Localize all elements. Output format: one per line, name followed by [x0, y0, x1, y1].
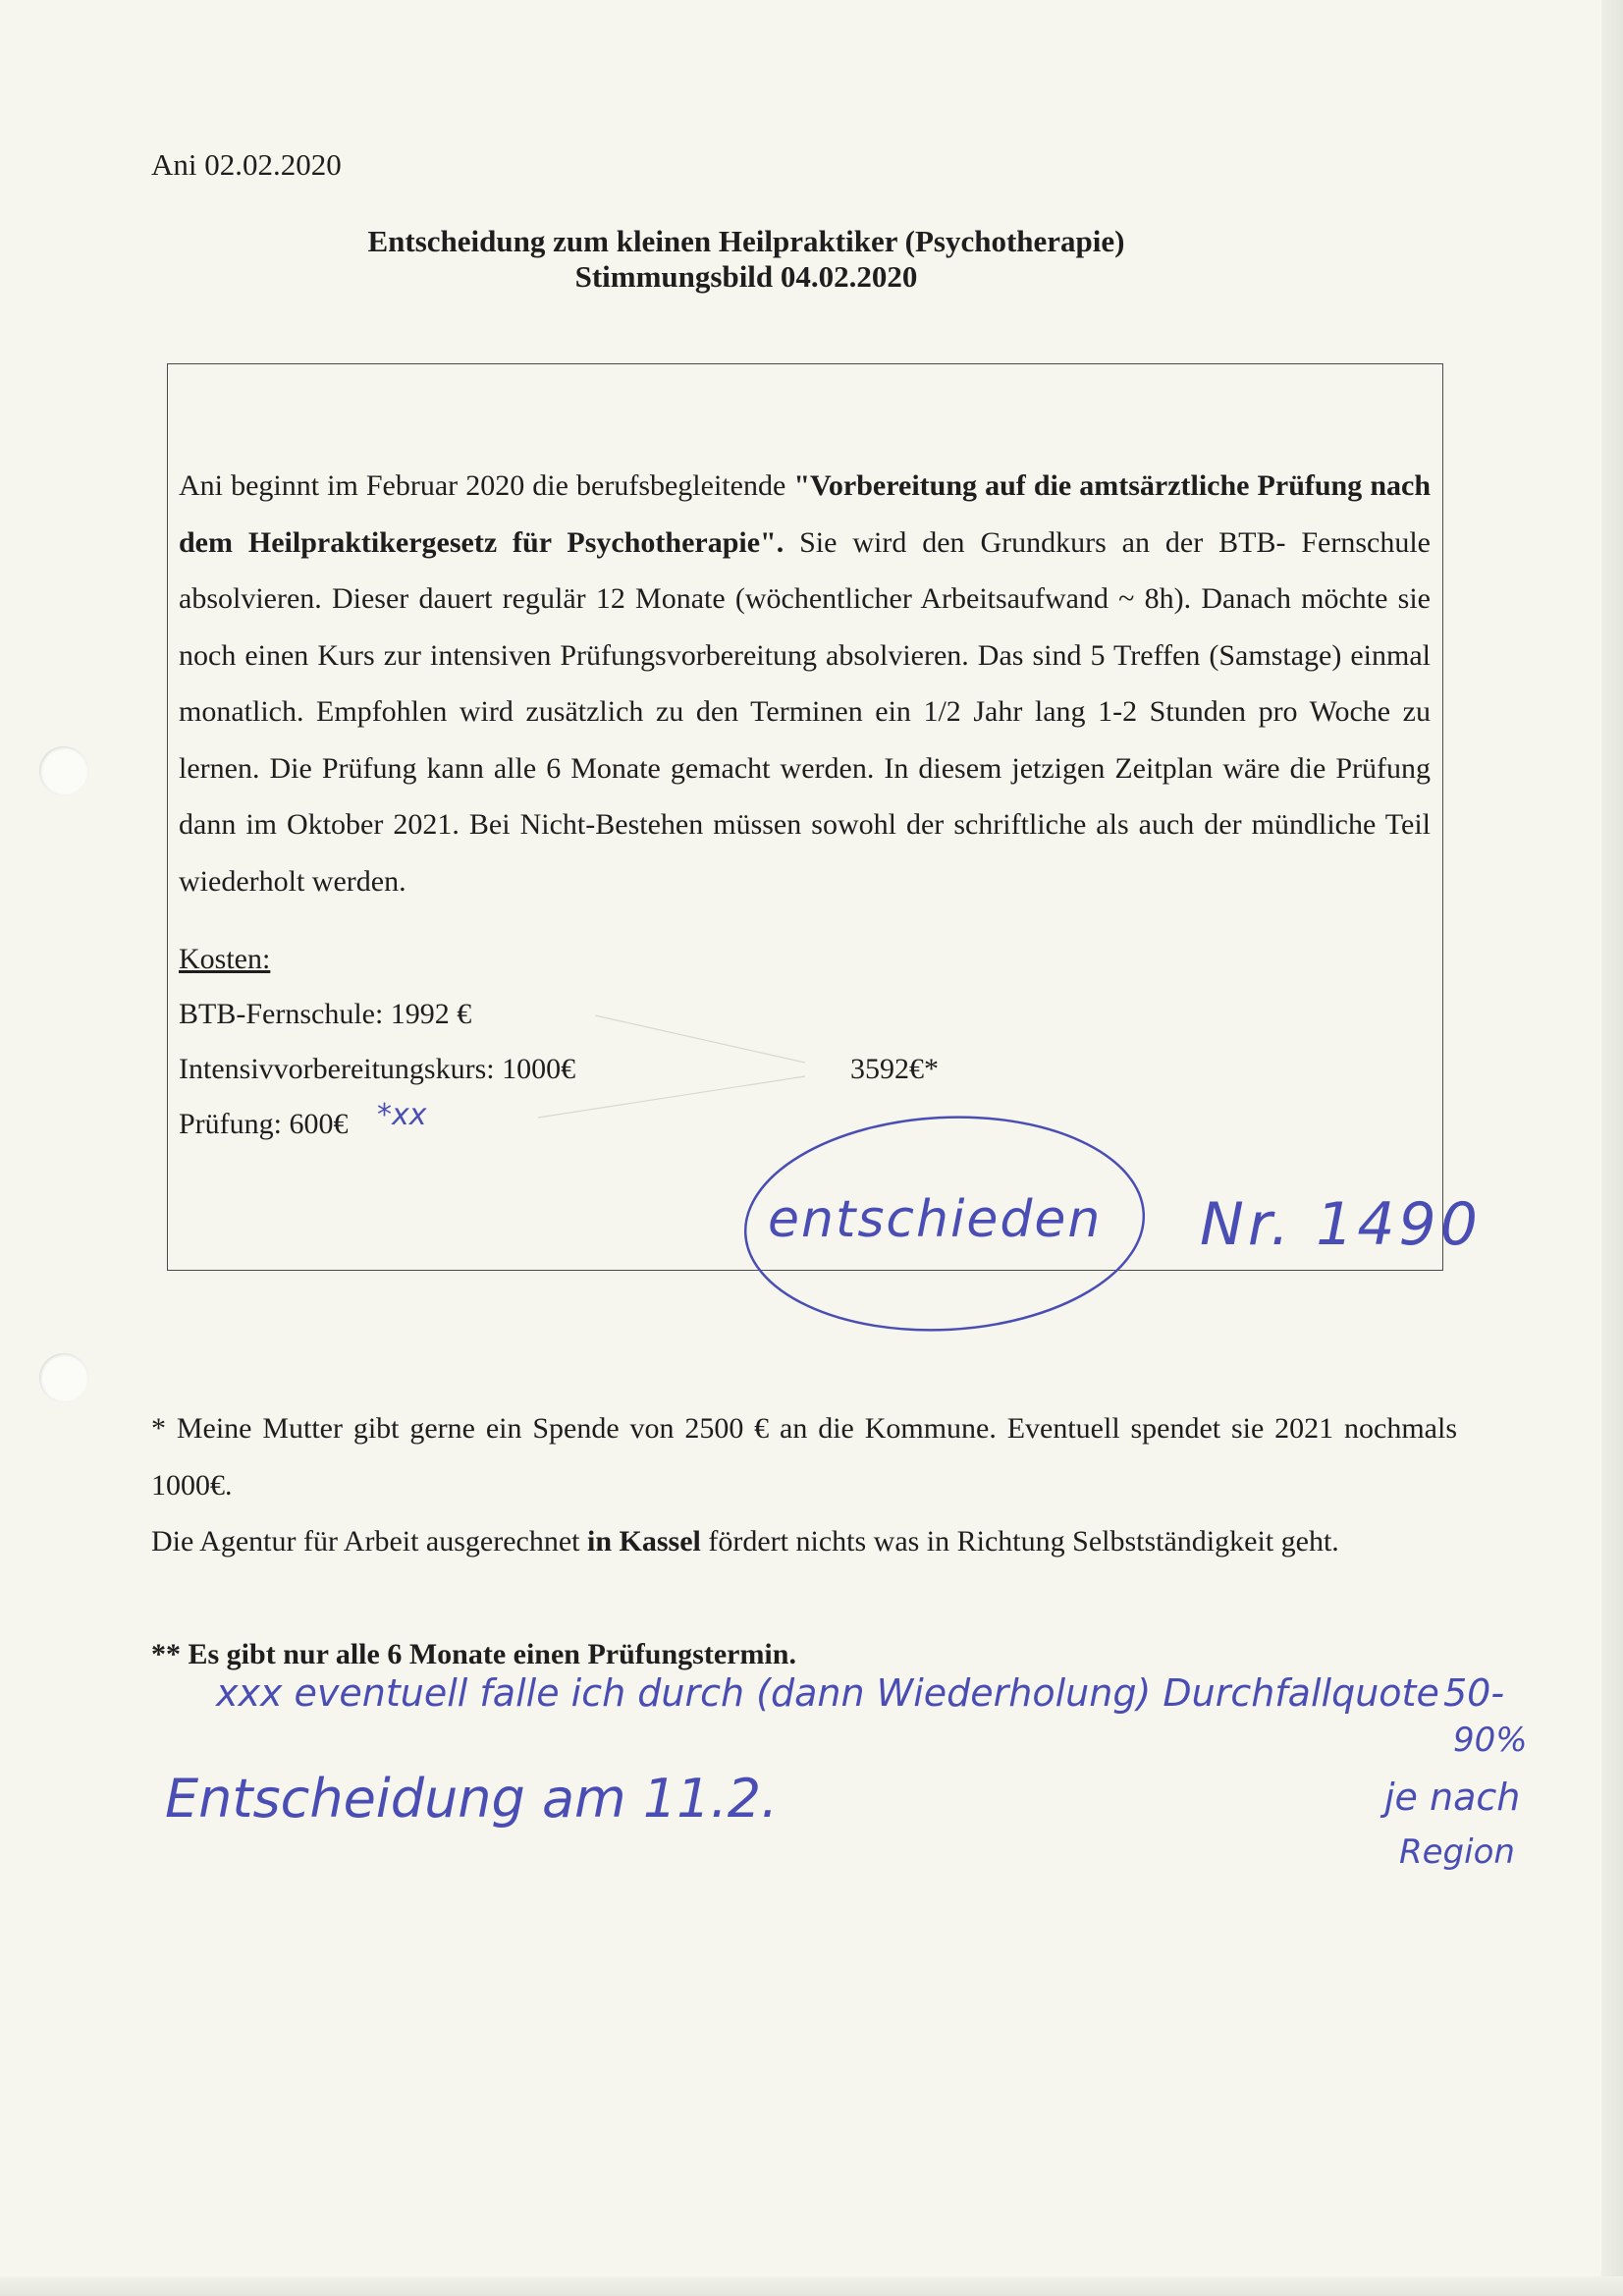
author-date: Ani 02.02.2020	[151, 147, 342, 182]
paragraph-course-title: "Vorbereitung auf die amtsärztliche Prüfung nach dem Heilpraktikergesetz für Psychotherapie".	[179, 469, 1432, 559]
handwritten-region-1: je nach	[1384, 1776, 1521, 1819]
handwritten-number: Nr. 1490	[1200, 1190, 1482, 1259]
footnote-agentur-bold: in Kassel	[587, 1525, 701, 1558]
document-title: Entscheidung zum kleinen Heilpraktiker (Psychotherapie)	[367, 224, 1125, 258]
document-subtitle: Stimmungsbild 04.02.2020	[574, 259, 918, 294]
handwritten-stars: *xx	[377, 1098, 427, 1132]
handwritten-quote-2: 90%	[1453, 1721, 1528, 1760]
handwritten-decision-date: Entscheidung am 11.2.	[165, 1768, 779, 1830]
handwritten-region-2: Region	[1399, 1832, 1515, 1872]
handwritten-entschieden: entschieden	[768, 1190, 1103, 1249]
cost-intensivkurs: Intensivvorbereitungskurs: 1000€	[179, 1053, 576, 1085]
footnote-agentur-post: fördert nichts was in Richtung Selbstständigkeit geht.	[700, 1525, 1339, 1558]
footnote-donation: * Meine Mutter gibt gerne ein Spende von 2500 € an die Kommune. Eventuell spendet sie 2021 nochmals 1000€.	[151, 1412, 1457, 1502]
paragraph-body: Sie wird den Grundkurs an der BTB- Fernschule absolvieren. Dieser dauert regulär 12 Monate (wöchentlicher Arbeitsaufwand ~ 8h). Danach möchte sie noch einen Kurs zur intensiven Prüfungsvorbereitung absolvieren. Das sind 5 Treffen (Samstage) einmal monatlich. Empfohlen wird zusätzlich zu den Terminen ein 1/2 Jahr lang 1-2 Stunden pro Woche zu lernen. Die Prüfung kann alle 6 Monate gemacht werden. In diesem jetzigen Zeitplan wäre die Prüfung dann im Oktober 2021. Bei Nicht-Bestehen müssen sowohl der schriftliche als auch der mündliche Teil wiederholt werden.	[179, 525, 1431, 898]
faint-bracket-line-upper	[595, 1015, 805, 1063]
handwritten-quote-1: 50-	[1443, 1671, 1505, 1715]
cost-total: 3592€*	[850, 1053, 939, 1085]
cost-pruefung: Prüfung: 600€	[179, 1108, 349, 1140]
faint-bracket-line-lower	[538, 1076, 805, 1118]
footnote-agentur-pre: Die Agentur für Arbeit ausgerechnet	[151, 1525, 588, 1558]
cost-fernschule: BTB-Fernschule: 1992 €	[179, 998, 472, 1030]
costs-heading: Kosten:	[179, 943, 271, 975]
footnote-exam-dates: ** Es gibt nur alle 6 Monate einen Prüfungstermin.	[151, 1638, 796, 1670]
handwritten-note: xxx eventuell falle ich durch (dann Wiederholung) Durchfallquote	[216, 1671, 1439, 1715]
paragraph-intro: Ani beginnt im Februar 2020 die berufsbegleitende	[179, 469, 794, 502]
